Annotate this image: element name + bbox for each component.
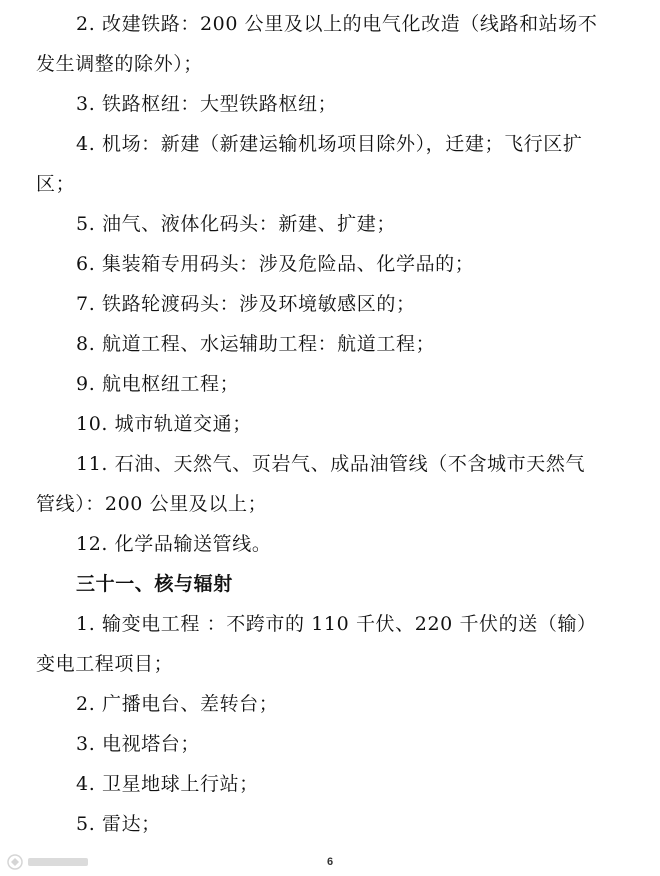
text-line: 7. 铁路轮渡码头：涉及环境敏感区的； <box>76 293 416 315</box>
text-line: 2. 广播电台、差转台； <box>76 693 279 715</box>
text-line: 10. 城市轨道交通； <box>76 413 252 435</box>
text-line: 3. 电视塔台； <box>76 733 200 755</box>
text-line: 4. 机场：新建（新建运输机场项目除外），迁建；飞行区扩 <box>76 133 583 155</box>
text-line: 1. 输变电工程 ：不跨市的 110 千伏、220 千伏的送（输） <box>76 613 597 635</box>
text-line: 8. 航道工程、水运辅助工程：航道工程； <box>76 333 436 355</box>
text-line: 11. 石油、天然气、页岩气、成品油管线（不含城市天然气 <box>76 453 586 475</box>
text-line: 6. 集装箱专用码头：涉及危险品、化学品的； <box>76 253 475 275</box>
text-line: 4. 卫星地球上行站； <box>76 773 259 795</box>
text-line: 12. 化学品输送管线。 <box>76 533 272 555</box>
text-line: 区； <box>36 173 76 195</box>
text-line: 管线）：200 公里及以上； <box>36 493 268 515</box>
text-line: 3. 铁路枢纽：大型铁路枢纽； <box>76 93 338 115</box>
text-line: 2. 改建铁路：200 公里及以上的电气化改造（线路和站场不 <box>76 13 598 35</box>
text-line: 发生调整的除外）； <box>36 53 203 75</box>
section-heading: 三十一、核与辐射 <box>76 573 233 595</box>
text-line: 5. 油气、液体化码头：新建、扩建； <box>76 213 396 235</box>
text-line: 变电工程项目； <box>36 653 174 675</box>
text-line: 5. 雷达； <box>76 813 161 835</box>
text-line: 9. 航电枢纽工程； <box>76 373 240 395</box>
page-number: 6 <box>326 856 334 868</box>
